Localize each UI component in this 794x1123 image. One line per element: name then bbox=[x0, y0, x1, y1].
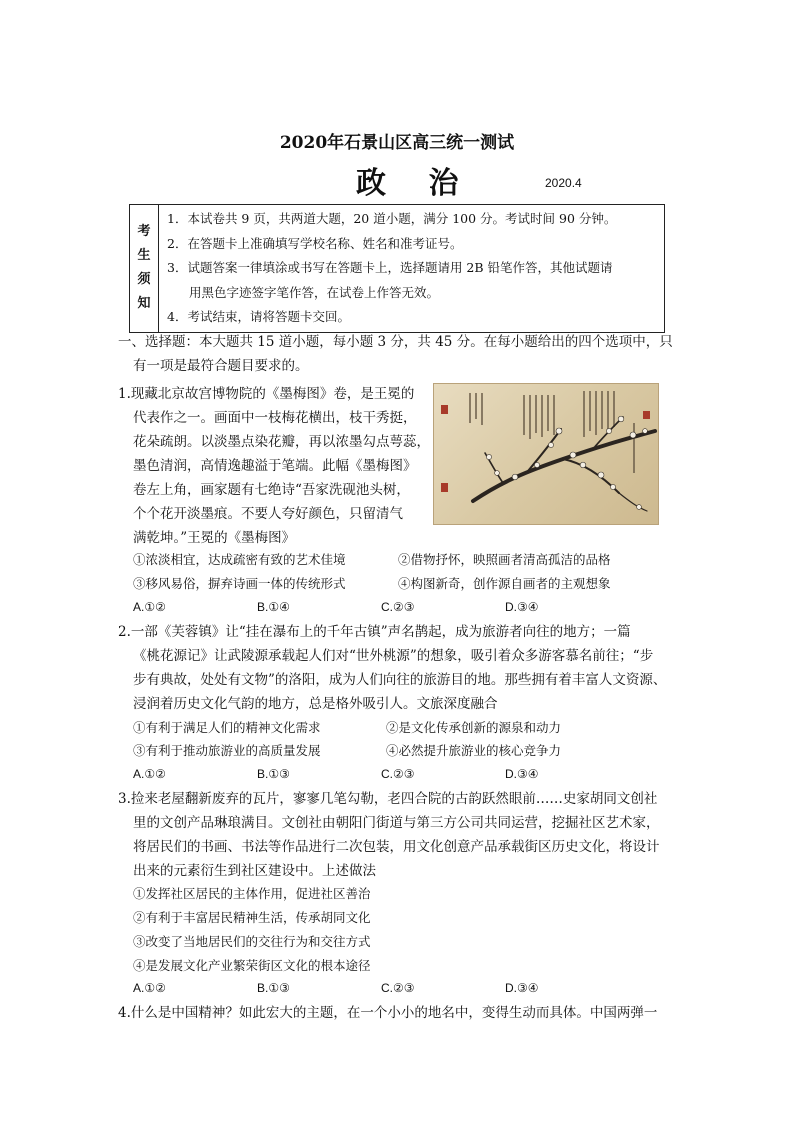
q1-option-a[interactable]: A.①② bbox=[133, 600, 166, 614]
q1-text: 1.现藏北京故宫博物院的《墨梅图》卷，是王冕的 bbox=[118, 386, 415, 402]
q3-statement: ③改变了当地居民们的交往行为和交往方式 bbox=[133, 934, 371, 949]
q1-statement: ④构图新奇，创作源自画者的主观想象 bbox=[398, 576, 611, 591]
q2-statement: ③有利于推动旅游业的高质量发展 bbox=[133, 743, 321, 758]
q1-option-b[interactable]: B.①④ bbox=[257, 600, 290, 614]
q2-statement: ④必然提升旅游业的核心竞争力 bbox=[386, 743, 562, 758]
q2-option-c[interactable]: C.②③ bbox=[381, 767, 415, 781]
q4-text: 4.什么是中国精神？如此宏大的主题，在一个小小的地名中，变得生动而具体。中国两弹一 bbox=[118, 1005, 658, 1021]
q3-statement: ④是发展文化产业繁荣街区文化的根本途径 bbox=[133, 958, 371, 973]
q3-text: 3.捡来老屋翻新废弃的瓦片，寥寥几笔勾勒，老四合院的古韵跃然眼前……史家胡同文创社 bbox=[118, 791, 658, 807]
q3-option-a[interactable]: A.①② bbox=[133, 981, 166, 995]
candidate-notice-box bbox=[129, 204, 665, 333]
q3-text: 出来的元素衍生到社区建设中。上述做法 bbox=[133, 863, 376, 879]
q2-statement: ①有利于满足人们的精神文化需求 bbox=[133, 720, 321, 735]
notice-label-char: 考 bbox=[137, 224, 151, 240]
q3-option-b[interactable]: B.①③ bbox=[257, 981, 290, 995]
q2-text: 步有典故，处处有文物”的洛阳，成为人们向往的旅游目的地。那些拥有着丰富人文资源、 bbox=[133, 672, 667, 688]
q1-text: 花朵疏朗。以淡墨点染花瓣，再以浓墨勾点萼蕊， bbox=[133, 434, 430, 450]
q3-text: 将居民们的书画、书法等作品进行二次包装，用文化创意产品承载街区历史文化，将设计 bbox=[133, 839, 660, 855]
notice-rule: 2．在答题卡上准确填写学校名称、姓名和准考证号。 bbox=[167, 235, 463, 251]
notice-label-char: 须 bbox=[137, 272, 151, 288]
plum-branch-icon bbox=[433, 383, 659, 525]
q1-option-d[interactable]: D.③④ bbox=[505, 600, 539, 614]
q2-text: 浸润着历史文化气韵的地方，总是格外吸引人。文旅深度融合 bbox=[133, 696, 498, 712]
notice-label bbox=[130, 205, 159, 333]
q3-statement: ①发挥社区居民的主体作用，促进社区善治 bbox=[133, 886, 371, 901]
q1-text: 代表作之一。画面中一枝梅花横出，枝干秀挺， bbox=[133, 410, 417, 426]
q1-statement: ②借物抒怀，映照画者清高孤洁的品格 bbox=[398, 552, 611, 567]
notice-rule: 4．考试结束，请将答题卡交回。 bbox=[167, 309, 350, 324]
notice-rules bbox=[159, 205, 665, 333]
q1-text: 墨色清润，高情逸趣溢于笔端。此幅《墨梅图》 bbox=[133, 458, 417, 474]
q3-option-d[interactable]: D.③④ bbox=[505, 981, 539, 995]
subject-title: 政 治 bbox=[356, 166, 475, 201]
q3-option-c[interactable]: C.②③ bbox=[381, 981, 415, 995]
q1-statement: ①浓淡相宜，达成疏密有致的艺术佳境 bbox=[133, 552, 346, 567]
q1-text: 个个花开淡墨痕。不要人夸好颜色，只留清气 bbox=[133, 506, 403, 522]
q3-text: 里的文创产品琳琅满目。文创社由朝阳门街道与第三方公司共同运营，挖掘社区艺术家， bbox=[133, 815, 660, 831]
notice-rule: 用黑色字迹签字笔作答，在试卷上作答无效。 bbox=[189, 284, 440, 300]
q2-option-b[interactable]: B.①③ bbox=[257, 767, 290, 781]
exam-title: 2020年石景山区高三统一测试 bbox=[279, 133, 515, 153]
plum-blossom-painting bbox=[433, 383, 659, 525]
notice-label-char: 生 bbox=[137, 248, 151, 264]
notice-rule: 3．试题答案一律填涂或书写在答题卡上，选择题请用 2B 铅笔作答，其他试题请 bbox=[167, 260, 613, 275]
section-heading-cont: 有一项是最符合题目要求的。 bbox=[133, 358, 309, 374]
q1-option-c[interactable]: C.②③ bbox=[381, 600, 415, 614]
q2-text: 2.一部《芙蓉镇》让“挂在瀑布上的千年古镇”声名鹊起，成为旅游者向往的地方；一篇 bbox=[118, 624, 631, 640]
q2-text: 《桃花源记》让武陵源承载起人们对“世外桃源”的想象，吸引着众多游客慕名前往；“步 bbox=[133, 648, 654, 664]
q1-text: 满乾坤。”王冕的《墨梅图》 bbox=[133, 530, 296, 546]
q1-statement: ③移风易俗，摒弃诗画一体的传统形式 bbox=[133, 576, 346, 591]
q3-statement: ②有利于丰富居民精神生活，传承胡同文化 bbox=[133, 910, 371, 925]
q2-option-d[interactable]: D.③④ bbox=[505, 767, 539, 781]
section-heading: 一、选择题：本大题共 15 道小题，每小题 3 分，共 45 分。在每小题给出的四个选项中，只 bbox=[118, 334, 673, 350]
exam-date: 2020.4 bbox=[545, 176, 582, 190]
notice-rule: 1．本试卷共 9 页，共两道大题，20 道小题，满分 100 分。考试时间 90 分钟。 bbox=[167, 211, 617, 226]
q2-statement: ②是文化传承创新的源泉和动力 bbox=[386, 720, 562, 735]
q1-text: 卷左上角，画家题有七绝诗“吾家洗砚池头树， bbox=[133, 482, 410, 498]
q2-option-a[interactable]: A.①② bbox=[133, 767, 166, 781]
notice-label-char: 知 bbox=[137, 296, 151, 312]
